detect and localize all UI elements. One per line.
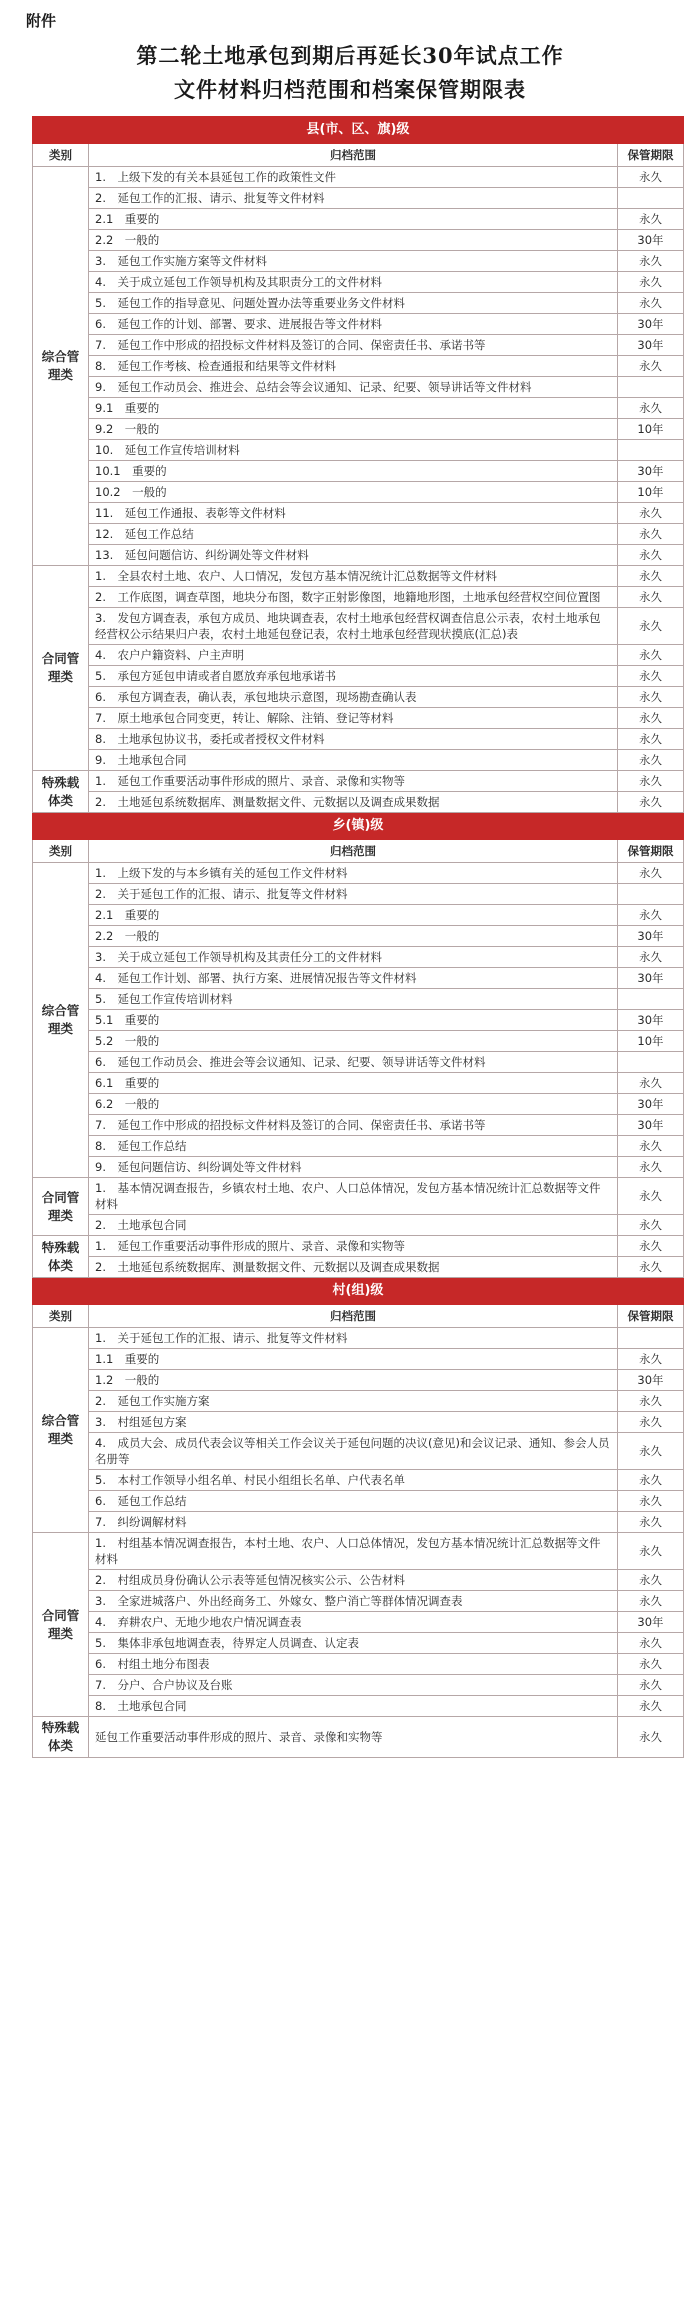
- scope-cell: 5. 承包方延包申请或者自愿放弃承包地承诺书: [89, 666, 618, 687]
- table-row: [33, 1094, 684, 1115]
- period-cell: 永久: [617, 398, 683, 419]
- scope-cell: 2.2 一般的: [89, 926, 618, 947]
- table-row: [33, 771, 684, 792]
- scope-cell: 3. 关于成立延包工作领导机构及其责任分工的文件材料: [89, 947, 618, 968]
- scope-cell: 5. 集体非承包地调查表，待界定人员调查、认定表: [89, 1633, 618, 1654]
- scope-cell: 2. 工作底图，调查草图，地块分布图，数字正射影像图，地籍地形图，土地承包经营权空间位置图: [89, 587, 618, 608]
- period-cell: 10年: [617, 482, 683, 503]
- section-title: 乡(镇)级: [33, 813, 684, 840]
- scope-cell: 2.1 重要的: [89, 209, 618, 230]
- scope-cell: 4. 延包工作计划、部署、执行方案、进展情况报告等文件材料: [89, 968, 618, 989]
- section-header-row: [33, 813, 684, 840]
- scope-cell: 10. 延包工作宣传培训材料: [89, 440, 618, 461]
- period-cell: 永久: [617, 687, 683, 708]
- scope-cell: 1. 村组基本情况调查报告，本村土地、农户、人口总体情况，发包方基本情况统计汇总数据等文件材料: [89, 1533, 618, 1570]
- scope-cell: 1. 关于延包工作的汇报、请示、批复等文件材料: [89, 1328, 618, 1349]
- period-cell: 永久: [617, 1696, 683, 1717]
- table-row: [33, 188, 684, 209]
- scope-cell: 7. 纠纷调解材料: [89, 1512, 618, 1533]
- period-cell: 永久: [617, 503, 683, 524]
- scope-cell: 9. 土地承包合同: [89, 750, 618, 771]
- table-row: [33, 1717, 684, 1758]
- table-row: [33, 1470, 684, 1491]
- table-row: [33, 503, 684, 524]
- scope-cell: 2. 延包工作的汇报、请示、批复等文件材料: [89, 188, 618, 209]
- table-row: [33, 524, 684, 545]
- table-row: [33, 729, 684, 750]
- period-cell: 永久: [617, 1433, 683, 1470]
- table-row: [33, 398, 684, 419]
- category-cell: 特殊载体类: [33, 1236, 89, 1278]
- category-cell: 合同管理类: [33, 1178, 89, 1236]
- period-cell: 10年: [617, 419, 683, 440]
- period-cell: 永久: [617, 1675, 683, 1696]
- scope-cell: 13. 延包问题信访、纠纷调处等文件材料: [89, 545, 618, 566]
- table-row: [33, 1178, 684, 1215]
- table-row: [33, 1591, 684, 1612]
- period-cell: 永久: [617, 566, 683, 587]
- period-cell: 永久: [617, 1654, 683, 1675]
- column-header-period: 保管期限: [617, 1305, 683, 1328]
- period-cell: 30年: [617, 1370, 683, 1391]
- attachment-label: 附件: [26, 12, 57, 30]
- column-header-category: 类别: [33, 144, 89, 167]
- section-title: 县(市、区、旗)级: [33, 117, 684, 144]
- scope-cell: 8. 延包工作总结: [89, 1136, 618, 1157]
- section-header-row: [33, 1278, 684, 1305]
- table-row: [33, 750, 684, 771]
- period-cell: 30年: [617, 926, 683, 947]
- table-row: [33, 461, 684, 482]
- period-cell: 永久: [617, 1412, 683, 1433]
- scope-cell: 9.1 重要的: [89, 398, 618, 419]
- scope-cell: 6. 承包方调查表，确认表，承包地块示意图，现场勘查确认表: [89, 687, 618, 708]
- scope-cell: 3. 全家进城落户、外出经商务工、外嫁女、整户消亡等群体情况调查表: [89, 1591, 618, 1612]
- table-row: [33, 926, 684, 947]
- table-row: [33, 314, 684, 335]
- scope-cell: 8. 延包工作考核、检查通报和结果等文件材料: [89, 356, 618, 377]
- scope-cell: 2. 关于延包工作的汇报、请示、批复等文件材料: [89, 884, 618, 905]
- scope-cell: 2.1 重要的: [89, 905, 618, 926]
- scope-cell: 5.1 重要的: [89, 1010, 618, 1031]
- table-row: [33, 356, 684, 377]
- scope-cell: 4. 农户户籍资料、户主声明: [89, 645, 618, 666]
- table-row: [33, 884, 684, 905]
- period-cell: 永久: [617, 1178, 683, 1215]
- scope-cell: 7. 延包工作中形成的招投标文件材料及签订的合同、保密责任书、承诺书等: [89, 1115, 618, 1136]
- scope-cell: 1.1 重要的: [89, 1349, 618, 1370]
- table-row: [33, 209, 684, 230]
- period-cell: 永久: [617, 1512, 683, 1533]
- table-row: [33, 1491, 684, 1512]
- table-row: [33, 1696, 684, 1717]
- period-cell: [617, 989, 683, 1010]
- period-cell: [617, 188, 683, 209]
- column-header-period: 保管期限: [617, 840, 683, 863]
- column-header-scope: 归档范围: [89, 144, 618, 167]
- table-row: [33, 1349, 684, 1370]
- scope-cell: 9. 延包问题信访、纠纷调处等文件材料: [89, 1157, 618, 1178]
- column-header-row: [33, 1305, 684, 1328]
- period-cell: [617, 1328, 683, 1349]
- scope-cell: 1. 上级下发的与本乡镇有关的延包工作文件材料: [89, 863, 618, 884]
- table-row: [33, 1115, 684, 1136]
- scope-cell: 1. 基本情况调查报告，乡镇农村土地、农户、人口总体情况，发包方基本情况统计汇总数据等文件材料: [89, 1178, 618, 1215]
- scope-cell: 5.2 一般的: [89, 1031, 618, 1052]
- scope-cell: 6. 延包工作的计划、部署、要求、进展报告等文件材料: [89, 314, 618, 335]
- period-cell: 30年: [617, 314, 683, 335]
- period-cell: 永久: [617, 293, 683, 314]
- category-cell: 合同管理类: [33, 1533, 89, 1717]
- table-row: [33, 1570, 684, 1591]
- table-row: [33, 666, 684, 687]
- period-cell: 永久: [617, 905, 683, 926]
- scope-cell: 3. 村组延包方案: [89, 1412, 618, 1433]
- scope-cell: 7. 原土地承包合同变更，转让、解除、注销、登记等材料: [89, 708, 618, 729]
- table-row: [33, 230, 684, 251]
- period-cell: 30年: [617, 968, 683, 989]
- table-row: [33, 566, 684, 587]
- scope-cell: 4. 成员大会、成员代表会议等相关工作会议关于延包问题的决议(意见)和会议记录、通知、参会人员名册等: [89, 1433, 618, 1470]
- period-cell: 永久: [617, 209, 683, 230]
- period-cell: 永久: [617, 1391, 683, 1412]
- category-cell: 特殊载体类: [33, 771, 89, 813]
- period-cell: 永久: [617, 771, 683, 792]
- scope-cell: 11. 延包工作通报、表彰等文件材料: [89, 503, 618, 524]
- period-cell: [617, 440, 683, 461]
- table-row: [33, 1136, 684, 1157]
- category-cell: 综合管理类: [33, 863, 89, 1178]
- period-cell: 永久: [617, 1215, 683, 1236]
- period-cell: 永久: [617, 1570, 683, 1591]
- table-row: [33, 1215, 684, 1236]
- scope-cell: 5. 延包工作宣传培训材料: [89, 989, 618, 1010]
- period-cell: 永久: [617, 167, 683, 188]
- period-cell: 永久: [617, 1257, 683, 1278]
- scope-cell: 8. 土地承包合同: [89, 1696, 618, 1717]
- period-cell: 永久: [617, 545, 683, 566]
- scope-cell: 6. 延包工作总结: [89, 1491, 618, 1512]
- table-row: [33, 1370, 684, 1391]
- scope-cell: 5. 本村工作领导小组名单、村民小组组长名单、户代表名单: [89, 1470, 618, 1491]
- scope-cell: 1. 延包工作重要活动事件形成的照片、录音、录像和实物等: [89, 1236, 618, 1257]
- scope-cell: 2. 土地延包系统数据库、测量数据文件、元数据以及调查成果数据: [89, 792, 618, 813]
- table-row: [33, 1073, 684, 1094]
- scope-cell: 延包工作重要活动事件形成的照片、录音、录像和实物等: [89, 1717, 618, 1758]
- period-cell: 30年: [617, 1612, 683, 1633]
- table-row: [33, 1010, 684, 1031]
- table-row: [33, 947, 684, 968]
- period-cell: 永久: [617, 947, 683, 968]
- table-row: [33, 687, 684, 708]
- period-cell: 永久: [617, 792, 683, 813]
- column-header-row: [33, 840, 684, 863]
- scope-cell: 2. 村组成员身份确认公示表等延包情况核实公示、公告材料: [89, 1570, 618, 1591]
- scope-cell: 1. 上级下发的有关本县延包工作的政策性文件: [89, 167, 618, 188]
- document-title-line-1: 第二轮土地承包到期后再延长30年试点工作: [136, 43, 564, 68]
- scope-cell: 10.1 重要的: [89, 461, 618, 482]
- scope-cell: 6.1 重要的: [89, 1073, 618, 1094]
- table-row: [33, 293, 684, 314]
- period-cell: 永久: [617, 666, 683, 687]
- table-row: [33, 1257, 684, 1278]
- table-row: [33, 989, 684, 1010]
- column-header-period: 保管期限: [617, 144, 683, 167]
- period-cell: 永久: [617, 1533, 683, 1570]
- document-title-line-2: 文件材料归档范围和档案保管期限表: [174, 77, 526, 102]
- table-row: [33, 377, 684, 398]
- table-row: [33, 968, 684, 989]
- scope-cell: 1. 延包工作重要活动事件形成的照片、录音、录像和实物等: [89, 771, 618, 792]
- table-row: [33, 440, 684, 461]
- period-cell: 永久: [617, 1136, 683, 1157]
- scope-cell: 4. 关于成立延包工作领导机构及其职责分工的文件材料: [89, 272, 618, 293]
- table-row: [33, 608, 684, 645]
- scope-cell: 3. 发包方调查表，承包方成员、地块调查表，农村土地承包经营权调查信息公示表，农村土地承包经营权公示结果归户表，农村土地延包登记表，农村土地承包经营现状摸底(汇总)表: [89, 608, 618, 645]
- table-row: [33, 645, 684, 666]
- period-cell: 永久: [617, 750, 683, 771]
- scope-cell: 2.2 一般的: [89, 230, 618, 251]
- scope-cell: 2. 土地承包合同: [89, 1215, 618, 1236]
- period-cell: 永久: [617, 1633, 683, 1654]
- period-cell: 永久: [617, 1717, 683, 1758]
- scope-cell: 12. 延包工作总结: [89, 524, 618, 545]
- scope-cell: 8. 土地承包协议书，委托或者授权文件材料: [89, 729, 618, 750]
- table-row: [33, 1612, 684, 1633]
- section-title: 村(组)级: [33, 1278, 684, 1305]
- table-row: [33, 167, 684, 188]
- scope-cell: 6. 村组土地分布图表: [89, 1654, 618, 1675]
- scope-cell: 3. 延包工作实施方案等文件材料: [89, 251, 618, 272]
- period-cell: 永久: [617, 1157, 683, 1178]
- period-cell: 永久: [617, 645, 683, 666]
- period-cell: 永久: [617, 1470, 683, 1491]
- period-cell: 永久: [617, 1591, 683, 1612]
- section-header-row: [33, 117, 684, 144]
- period-cell: 永久: [617, 1349, 683, 1370]
- category-cell: 综合管理类: [33, 1328, 89, 1533]
- table-row: [33, 587, 684, 608]
- period-cell: [617, 884, 683, 905]
- scope-cell: 9. 延包工作动员会、推进会、总结会等会议通知、记录、纪要、领导讲话等文件材料: [89, 377, 618, 398]
- scope-cell: 7. 分户、合户协议及台账: [89, 1675, 618, 1696]
- period-cell: 永久: [617, 708, 683, 729]
- scope-cell: 2. 土地延包系统数据库、测量数据文件、元数据以及调查成果数据: [89, 1257, 618, 1278]
- scope-cell: 7. 延包工作中形成的招投标文件材料及签订的合同、保密责任书、承诺书等: [89, 335, 618, 356]
- period-cell: 30年: [617, 335, 683, 356]
- column-header-category: 类别: [33, 1305, 89, 1328]
- table-row: [33, 1328, 684, 1349]
- scope-cell: 5. 延包工作的指导意见、问题处置办法等重要业务文件材料: [89, 293, 618, 314]
- period-cell: 永久: [617, 608, 683, 645]
- table-row: [33, 1412, 684, 1433]
- period-cell: 永久: [617, 1491, 683, 1512]
- period-cell: [617, 377, 683, 398]
- period-cell: 永久: [617, 251, 683, 272]
- table-row: [33, 1512, 684, 1533]
- table-row: [33, 251, 684, 272]
- table-row: [33, 1633, 684, 1654]
- table-row: [33, 1675, 684, 1696]
- scope-cell: 1. 全县农村土地、农户、人口情况，发包方基本情况统计汇总数据等文件材料: [89, 566, 618, 587]
- scope-cell: 6. 延包工作动员会、推进会等会议通知、记录、纪要、领导讲话等文件材料: [89, 1052, 618, 1073]
- table-row: [33, 1433, 684, 1470]
- table-row: [33, 863, 684, 884]
- period-cell: 30年: [617, 1010, 683, 1031]
- table-row: [33, 482, 684, 503]
- table-row: [33, 1052, 684, 1073]
- period-cell: 30年: [617, 1115, 683, 1136]
- category-cell: 综合管理类: [33, 167, 89, 566]
- table-row: [33, 1031, 684, 1052]
- archive-table: [32, 116, 684, 1758]
- period-cell: 永久: [617, 524, 683, 545]
- archive-table-wrapper: [32, 116, 684, 1758]
- period-cell: 10年: [617, 1031, 683, 1052]
- scope-cell: 2. 延包工作实施方案: [89, 1391, 618, 1412]
- period-cell: 永久: [617, 587, 683, 608]
- period-cell: 永久: [617, 729, 683, 750]
- column-header-scope: 归档范围: [89, 1305, 618, 1328]
- table-row: [33, 545, 684, 566]
- period-cell: 30年: [617, 461, 683, 482]
- column-header-scope: 归档范围: [89, 840, 618, 863]
- column-header-row: [33, 144, 684, 167]
- scope-cell: 4. 弃耕农户、无地少地农户情况调查表: [89, 1612, 618, 1633]
- scope-cell: 6.2 一般的: [89, 1094, 618, 1115]
- category-cell: 特殊载体类: [33, 1717, 89, 1758]
- period-cell: 30年: [617, 230, 683, 251]
- table-row: [33, 1236, 684, 1257]
- column-header-category: 类别: [33, 840, 89, 863]
- table-row: [33, 905, 684, 926]
- table-row: [33, 419, 684, 440]
- period-cell: 永久: [617, 863, 683, 884]
- period-cell: 永久: [617, 356, 683, 377]
- scope-cell: 9.2 一般的: [89, 419, 618, 440]
- table-row: [33, 1533, 684, 1570]
- table-row: [33, 1157, 684, 1178]
- period-cell: 30年: [617, 1094, 683, 1115]
- scope-cell: 10.2 一般的: [89, 482, 618, 503]
- table-row: [33, 792, 684, 813]
- period-cell: 永久: [617, 1073, 683, 1094]
- period-cell: [617, 1052, 683, 1073]
- table-row: [33, 708, 684, 729]
- category-cell: 合同管理类: [33, 566, 89, 771]
- period-cell: 永久: [617, 1236, 683, 1257]
- table-row: [33, 1654, 684, 1675]
- table-row: [33, 335, 684, 356]
- table-row: [33, 272, 684, 293]
- period-cell: 永久: [617, 272, 683, 293]
- table-row: [33, 1391, 684, 1412]
- scope-cell: 1.2 一般的: [89, 1370, 618, 1391]
